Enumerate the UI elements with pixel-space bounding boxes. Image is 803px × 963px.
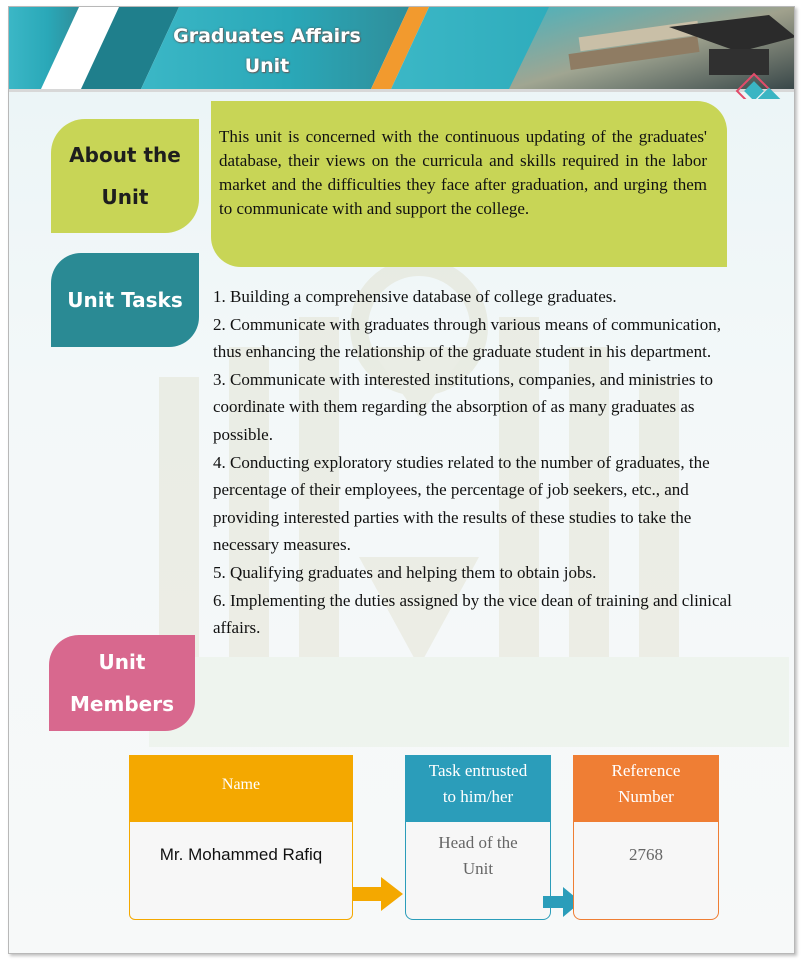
about-tab-line-1: About the	[69, 143, 181, 167]
ref-header-line-1: Reference	[611, 761, 681, 780]
task-item: 5. Qualifying graduates and helping them to obtain jobs.	[213, 562, 597, 582]
member-name: Mr. Mohammed Rafiq	[159, 845, 323, 864]
member-task	[406, 830, 550, 882]
task-header	[406, 756, 550, 822]
reference-header	[574, 756, 718, 822]
members-tab-line-2: Members	[70, 692, 174, 716]
task-item: 2. Communicate with graduates through various means of communication, thus enhancing the relationship of the graduate student in his department.	[213, 314, 721, 362]
about-unit-description: This unit is concerned with the continuous updating of the graduates' database, their views on the curricula and skills required in the labor market and the difficulties they face after graduation, and urging them to communicate with and support the college.	[211, 101, 727, 267]
unit-tasks-list	[213, 283, 743, 642]
ref-header-line-2: Number	[618, 787, 674, 806]
arrow-right-icon	[353, 875, 405, 915]
header-banner	[9, 7, 795, 99]
page	[8, 6, 795, 954]
task-item: 3. Communicate with interested institutions, companies, and ministries to coordinate with them regarding the absorption of as many graduates as possible.	[213, 369, 714, 444]
member-reference-number: 2768	[629, 845, 663, 864]
banner-graphic	[9, 7, 795, 99]
task-header-line-1: Task entrusted	[428, 761, 528, 780]
member-name-card	[129, 755, 353, 920]
task-header-line-2: to him/her	[442, 787, 514, 806]
member-reference-card	[573, 755, 719, 920]
task-value-line-1: Head of the	[438, 833, 518, 852]
name-header: Name	[130, 756, 352, 822]
unit-tasks-tab: Unit Tasks	[51, 253, 199, 347]
task-item: 6. Implementing the duties assigned by the vice dean of training and clinical affairs.	[213, 590, 732, 638]
about-tab-line-2: Unit	[101, 185, 149, 209]
title-line-1: Graduates Affairs	[173, 25, 361, 47]
task-value-line-2: Unit	[462, 859, 494, 878]
unit-members-tab	[49, 635, 195, 731]
members-tab-line-1: Unit	[98, 650, 146, 674]
member-task-card	[405, 755, 551, 920]
task-item: 1. Building a comprehensive database of college graduates.	[213, 287, 617, 306]
about-unit-tab	[51, 119, 199, 233]
title-line-2: Unit	[244, 55, 290, 77]
task-item: 4. Conducting exploratory studies related to the number of graduates, the percentage of their employees, the percentage of job seekers, etc., and providing interested parties with the results of these studies to take the necessary measures.	[213, 452, 710, 555]
page-title	[159, 21, 375, 81]
